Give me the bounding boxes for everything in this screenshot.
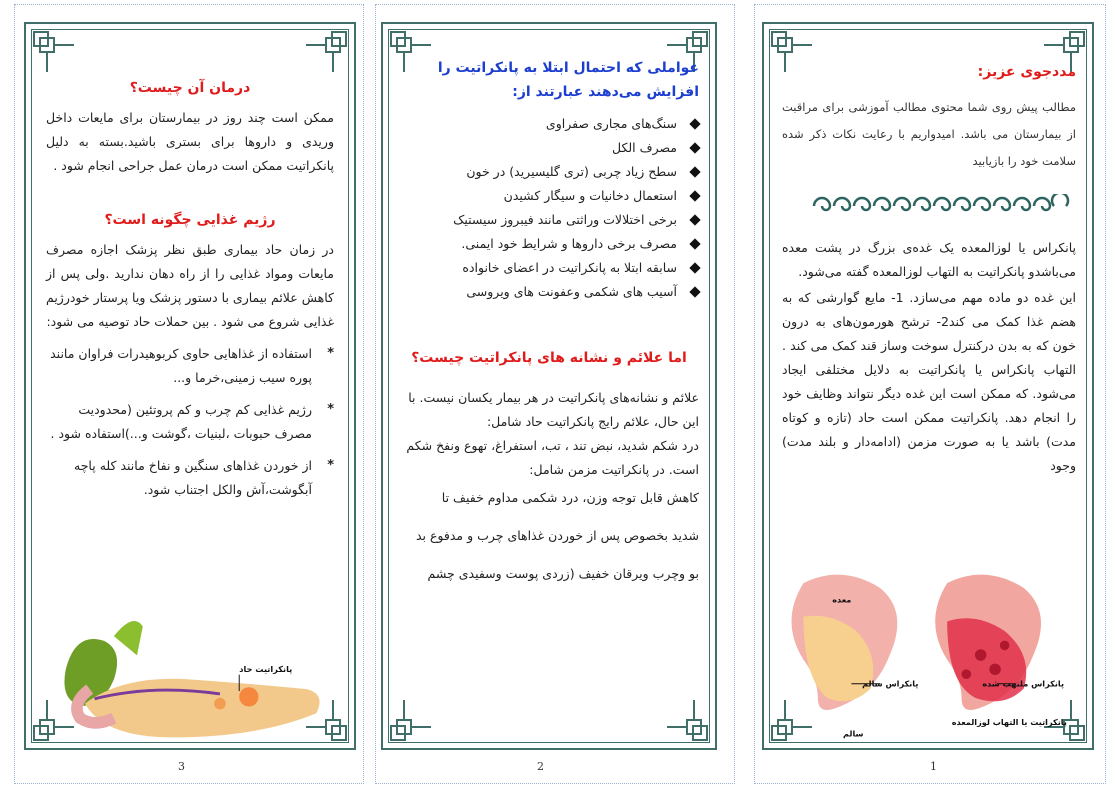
risk-factor-item: مصرف برخی داروها و شرایط خود ایمنی. (399, 232, 699, 256)
healthy-caption: سالم (843, 728, 864, 739)
risk-factor-item: آسیب های شکمی وعفونت های ویروسی (399, 280, 699, 304)
page-number-1: 1 (930, 760, 937, 773)
treatment-heading: درمان آن چیست؟ (129, 80, 251, 96)
corner-ornament-icon (667, 700, 711, 744)
corner-ornament-icon (30, 28, 74, 72)
panel-page-1 (762, 22, 1094, 750)
risk-factor-item: استعمال دخانیات و سیگار کشیدن (399, 184, 699, 208)
acute-pancreatitis-label: پانکراتیت حاد (239, 663, 293, 674)
page-number-2: 2 (537, 760, 544, 773)
stomach-label: معده (832, 594, 852, 605)
panel-page-3 (24, 22, 356, 750)
risk-factor-item: مصرف الکل (399, 136, 699, 160)
diet-heading: رژیم غذایی چگونه است؟ (104, 212, 276, 228)
risk-factor-item: سطح زیاد چربی (تری گلیسیرید) در خون (399, 160, 699, 184)
diet-item: * رژیم غذایی کم چرب و کم پروتئین (محدودیت مصرف حبوبات ،لبنیات ،گوشت و...)استفاده شود . (50, 402, 334, 441)
acute-pancreatitis-illustration (36, 612, 346, 747)
risk-factor-item: سنگ‌های مجاری صفراوی (399, 112, 699, 136)
treatment-text: ممکن است چند روز در بیمارستان برای مایعات داخل وریدی و داروها برای بستری باشید.بسته به دلیل پانکراتیت ممکن است درمان عمل جراحی انجام شود . (46, 110, 334, 173)
corner-ornament-icon (387, 700, 431, 744)
symptoms-text: علائم و نشانه‌های پانکراتیت در هر بیمار یکسان نیست. با این حال، علائم رایج پانکراتیت حاد شامل: (408, 390, 699, 429)
symptoms-text: درد شکم شدید، نبض تند ، تب، استفراغ، تهوع ونفخ شکم است. در پانکراتیت مزمن شامل: (406, 438, 699, 477)
inflamed-pancreas-label: پانکراس ملتهب شده (982, 678, 1065, 689)
spiral-divider-icon (810, 194, 1070, 218)
page-number-3: 3 (178, 760, 185, 773)
corner-ornament-icon (306, 28, 350, 72)
symptoms-text: شدید بخصوص پس از خوردن غذاهای چرب و مدفوع بد (415, 528, 699, 543)
panel-page-2 (381, 22, 717, 750)
risk-factor-item: برخی اختلالات وراثتی مانند فیبروز سیستیک (399, 208, 699, 232)
panel-1-body (782, 236, 1076, 478)
risk-factors-heading: عواملی که احتمال ابتلا به پانکراتیت را افزایش می‌دهند عبارتند از: (437, 60, 699, 100)
symptoms-text: بو وچرب ویرقان خفیف (زردی پوست وسفیدی چشم (427, 566, 699, 581)
risk-factor-item: سابقه ابتلا به پانکراتیت در اعضای خانواده (399, 256, 699, 280)
panel-3-content (46, 76, 334, 502)
symptoms-heading: اما علائم و نشانه های پانکراتیت چیست؟ (411, 350, 687, 366)
panel-1-content (782, 60, 1076, 175)
healthy-pancreas-label: پانکراس سالم (862, 678, 919, 689)
intro-text: مطالب پیش روی شما محتوی مطالب آموزشی برای مراقبت از بیمارستان می باشد. امیدواریم با رعایت نکات ذکر شده سلامت خود را بازیابید (782, 100, 1076, 168)
inflamed-caption: پانکراتیت یا التهاب لوزالمعده (951, 716, 1067, 727)
body-text: پانکراس یا لوزالمعده یک غده‌ی بزرگ در پشت معده می‌باشدو پانکراتیت به التهاب لوزالمعده گفته می‌شود. (782, 240, 1076, 279)
greeting-heading: مددجوی عزیز: (977, 64, 1076, 80)
diet-item: * استفاده از غذاهایی حاوی کربوهیدرات فراوان مانند پوره سیب زمینی،خرما و... (50, 346, 334, 385)
pancreas-comparison-illustration (778, 564, 1078, 746)
risk-factors-list (399, 112, 699, 304)
diet-intro: در زمان حاد بیماری طبق نظر پزشک اجازه مصرف مایعات ومواد غذایی را از راه دهان ندارید .ولی پس از کاهش علائم بیماری با دستور پزشک ویا پرستار خودرژیم غذایی شروع می شود . بین حملات حاد توصیه می شود: (46, 242, 334, 329)
body-text: این غده دو ماده مهم می‌سازد. 1- مایع گوارشی که به هضم غذا کمک می کند2- ترشح هورمون‌های به درون خون که به بدن درکنترل سوخت وساز قند کمک می کند . التهاب پانکراس یا پانکراتیت به دلایل مختلفی ایجاد می‌شود. که ممکن است این غده دیگر نتواند وظایف خود را انجام دهد. پانکراتیت ممکن است حاد (تازه و کوتاه مدت) باشد یا به صورت مزمن (ادامه‌دار و بلند مدت) وجود (782, 290, 1076, 473)
panel-2-content (399, 56, 699, 586)
symptoms-text: کاهش قابل توجه وزن، درد شکمی مداوم خفیف تا (441, 490, 699, 505)
diet-item: * از خوردن غذاهای سنگین و نفاخ مانند کله پاچه آبگوشت،آش والکل اجتناب شود. (74, 458, 334, 497)
